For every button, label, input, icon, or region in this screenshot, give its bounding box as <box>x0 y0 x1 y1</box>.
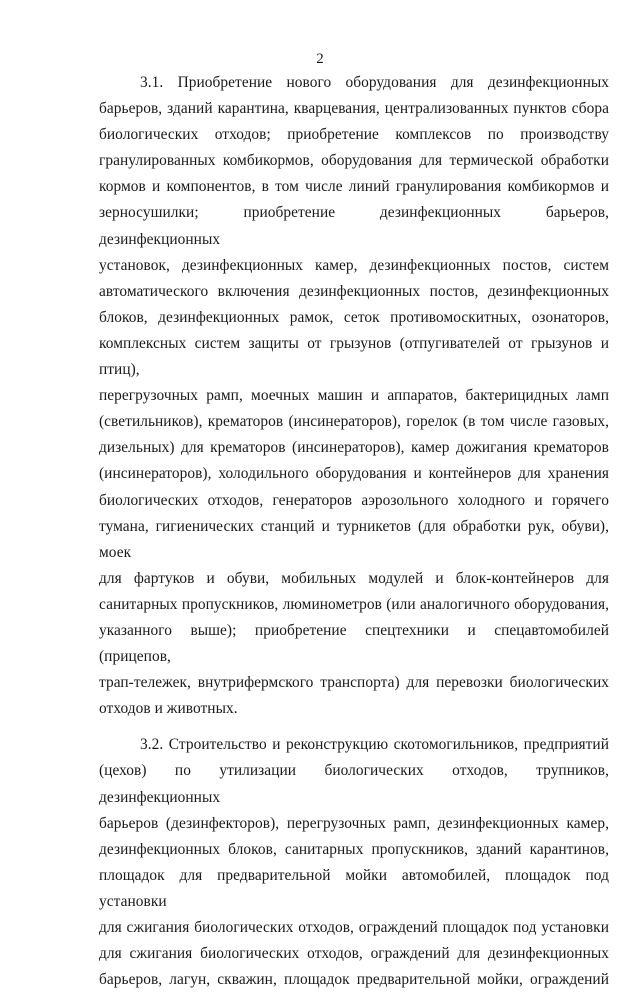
text-line: барьеров, лагун, скважин, площадок предварительной мойки, ограждений <box>99 971 609 989</box>
text-line: тумана, гигиенических станций и турникетов (для обработки рук, обуви), моек <box>99 517 609 561</box>
text-line: автоматического включения дезинфекционных постов, дезинфекционных <box>99 282 609 300</box>
document-body <box>99 70 609 993</box>
text-line: блоков, дезинфекционных рамок, сеток противомоскитных, озонаторов, <box>99 308 609 326</box>
text-line: зерносушилки; приобретение дезинфекционных барьеров, дезинфекционных <box>99 204 609 248</box>
paragraph-3-1 <box>99 70 609 722</box>
paragraph-gap <box>99 722 609 732</box>
text-line: (светильников), крематоров (инсинераторов), горелок (в том числе газовых, <box>99 413 609 431</box>
page-number: 2 <box>316 51 324 67</box>
text-line: перегрузочных рамп, моечных машин и аппаратов, бактерицидных ламп <box>99 387 609 405</box>
text-line: дизельных) для крематоров (инсинераторов), камер дожигания крематоров <box>99 439 609 457</box>
text-line: трап-тележек, внутрифермского транспорта) для перевозки биологических <box>99 674 609 692</box>
text-line: 3.1. Приобретение нового оборудования для дезинфекционных <box>140 74 609 91</box>
text-line: (инсинераторов), холодильного оборудования и контейнеров для хранения <box>99 465 609 483</box>
text-line: отходов и животных. <box>99 700 238 718</box>
text-line: барьеров (дезинфекторов), перегрузочных рамп, дезинфекционных камер, <box>99 814 609 832</box>
text-line: барьеров, зданий карантина, кварцевания, централизованных пунктов сбора <box>99 100 609 118</box>
text-line: гранулированных комбикормов, оборудования для термической обработки <box>99 152 609 170</box>
text-line: площадок для предварительной мойки автомобилей, площадок под установки <box>99 866 609 910</box>
text-line: для сжигания биологических отходов, ограждений площадок под установки <box>99 919 609 936</box>
text-line: для фартуков и обуви, мобильных модулей и блок-контейнеров для <box>99 569 609 587</box>
text-line: установок, дезинфекционных камер, дезинфекционных постов, систем <box>99 256 609 274</box>
text-line: указанного выше); приобретение спецтехники и спецавтомобилей (прицепов, <box>99 621 609 666</box>
text-line: дезинфекционных блоков, санитарных пропускников, зданий карантинов, <box>99 840 609 858</box>
text-line: для сжигания биологических отходов, ограждений для дезинфекционных <box>99 945 609 963</box>
text-line: (цехов) по утилизации биологических отходов, трупников, дезинфекционных <box>99 762 609 806</box>
text-line: комплексных систем защиты от грызунов (отпугивателей от грызунов и птиц), <box>99 334 609 379</box>
text-line: 3.2. Строительство и реконструкцию скотомогильников, предприятий <box>140 736 609 754</box>
text-line: санитарных пропускников, люминометров (или аналогичного оборудования, <box>99 595 609 613</box>
paragraph-3-2 <box>99 732 609 993</box>
text-line: кормов и компонентов, в том числе линий гранулирования комбикормов и <box>99 178 609 196</box>
text-line: биологических отходов; приобретение комплексов по производству <box>99 126 609 144</box>
text-line: биологических отходов, генераторов аэрозольного холодного и горячего <box>99 491 609 509</box>
